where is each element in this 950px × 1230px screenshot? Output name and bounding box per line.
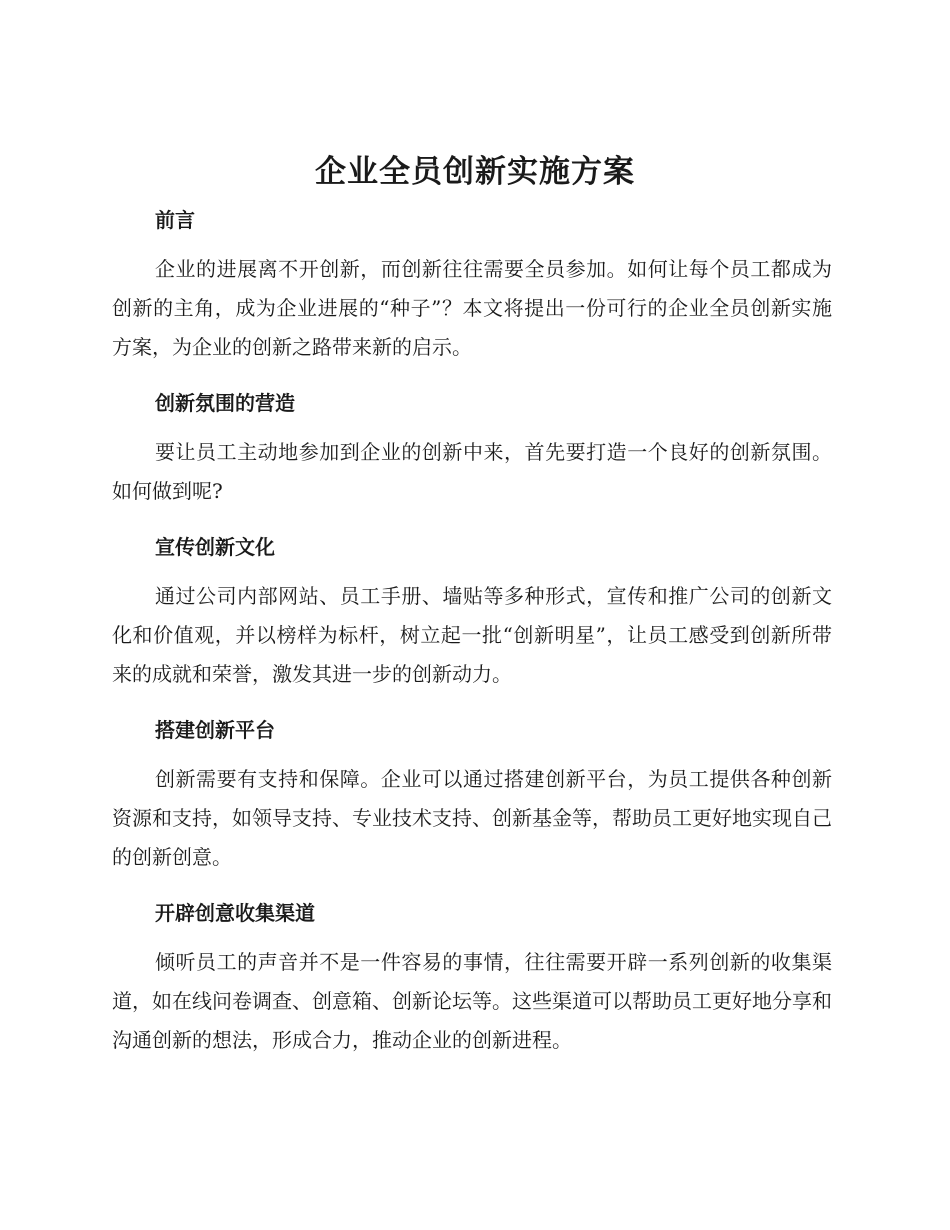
section-heading-platform: 搭建创新平台 <box>155 718 275 742</box>
section-paragraph-channels: 倾听员工的声音并不是一件容易的事情，往往需要开辟一系列创新的收集渠道，如在线问卷调查、创意箱、创新论坛等。这些渠道可以帮助员工更好地分享和沟通创新的想法，形成合力，推动企业的创新进程。 <box>112 950 832 1052</box>
section-paragraph-culture: 通过公司内部网站、员工手册、墙贴等多种形式，宣传和推广公司的创新文化和价值观，并以榜样为标杆，树立起一批“创新明星”，让员工感受到创新所带来的成就和荣誉，激发其进一步的创新动力。 <box>112 584 832 686</box>
section-paragraph-atmosphere: 要让员工主动地参加到企业的创新中来，首先要打造一个良好的创新氛围。如何做到呢? <box>112 440 832 503</box>
document-title: 企业全员创新实施方案 <box>315 154 635 190</box>
section-paragraph-preface: 企业的进展离不开创新，而创新往往需要全员参加。如何让每个员工都成为创新的主角，成为企业进展的“种子”？本文将提出一份可行的企业全员创新实施方案，为企业的创新之路带来新的启示。 <box>112 257 832 359</box>
section-paragraph-platform: 创新需要有支持和保障。企业可以通过搭建创新平台，为员工提供各种创新资源和支持，如领导支持、专业技术支持、创新基金等，帮助员工更好地实现自己的创新创意。 <box>112 767 832 869</box>
section-heading-culture: 宣传创新文化 <box>155 535 275 559</box>
section-heading-channels: 开辟创意收集渠道 <box>155 901 315 925</box>
document-body <box>112 200 832 1076</box>
section-heading-preface: 前言 <box>155 208 195 232</box>
section-heading-atmosphere: 创新氛围的营造 <box>155 391 295 415</box>
